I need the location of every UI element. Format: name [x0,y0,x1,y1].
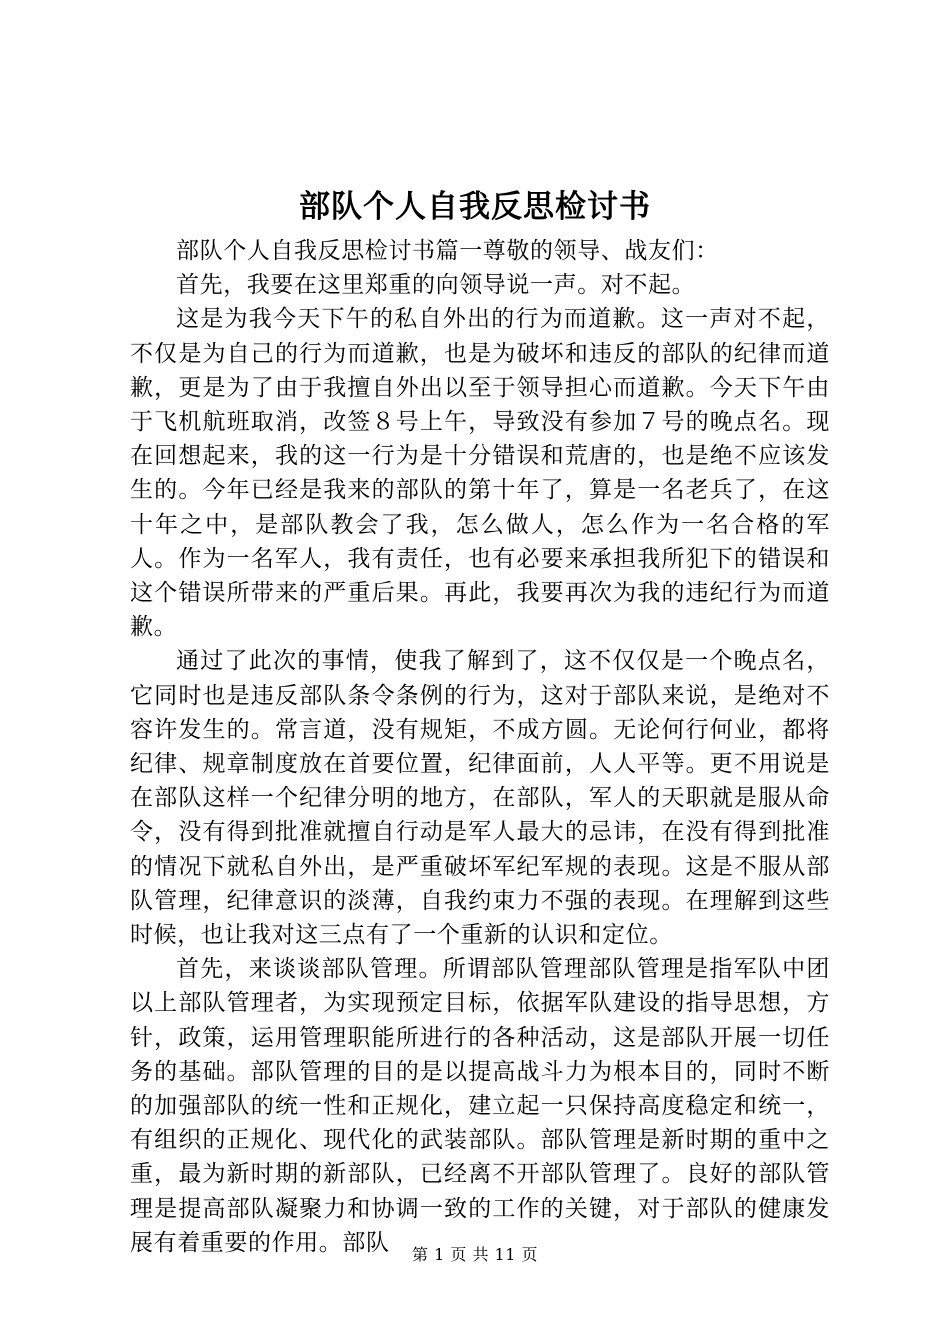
paragraph-management: 首先，来谈谈部队管理。所谓部队管理部队管理是指军队中团以上部队管理者，为实现预定目标，依据军队建设的指导思想，方针，政策，运用管理职能所进行的各种活动，这是部队开展一切任务的基础。部队管理的目的是以提高战斗力为根本目的，同时不断的加强部队的统一性和正规化，建立起一只保持高度稳定和统一，有组织的正规化、现代化的武装部队。部队管理是新时期的重中之重，最为新时期的新部队，已经离不开部队管理了。良好的部队管理是提高部队凝聚力和协调一致的工作的关键，对于部队的健康发展有着重要的作用。部队 [130,956,830,1256]
paragraph-reflection: 通过了此次的事情，使我了解到了，这不仅仅是一个晚点名，它同时也是违反部队条令条例的行为，这对于部队来说，是绝对不容许发生的。常言道，没有规矩，不成方圆。无论何行何业，都将纪律、规章制度放在首要位置，纪律面前，人人平等。更不用说是在部队这样一个纪律分明的地方，在部队，军人的天职就是服从命令，没有得到批准就擅自行动是军人最大的忌讳，在没有得到批准的情况下就私自外出，是严重破坏军纪军规的表现。这是不服从部队管理，纪律意识的淡薄，自我约束力不强的表现。在理解到这些时候，也让我对这三点有了一个重新的认识和定位。 [130,648,830,949]
document-body [130,234,830,1260]
page-number-footer: 第 1 页 共 11 页 [412,1245,538,1264]
paragraph-greeting: 部队个人自我反思检讨书篇一尊敬的领导、战友们： [176,238,719,264]
paragraph-apology: 首先，我要在这里郑重的向领导说一声。对不起。 [176,272,696,299]
paragraph-reason: 这是为我今天下午的私自外出的行为而道歉。这一声对不起，不仅是为自己的行为而道歉，也是为破坏和违反的部队的纪律而道歉，更是为了由于我擅自外出以至于领导担心而道歉。今天下午由于飞机航班取消，改签８号上午，导致没有参加７号的晚点名。现在回想起来，我的这一行为是十分错误和荒唐的，也是绝不应该发生的。今年已经是我来的部队的第十年了，算是一名老兵了，在这十年之中，是部队教会了我，怎么做人，怎么作为一名合格的军人。作为一名军人，我有责任，也有必要来承担我所犯下的错误和这个错误所带来的严重后果。再此，我要再次为我的违纪行为而道歉。 [130,306,830,641]
document-title: 部队个人自我反思检讨书 [299,189,651,225]
